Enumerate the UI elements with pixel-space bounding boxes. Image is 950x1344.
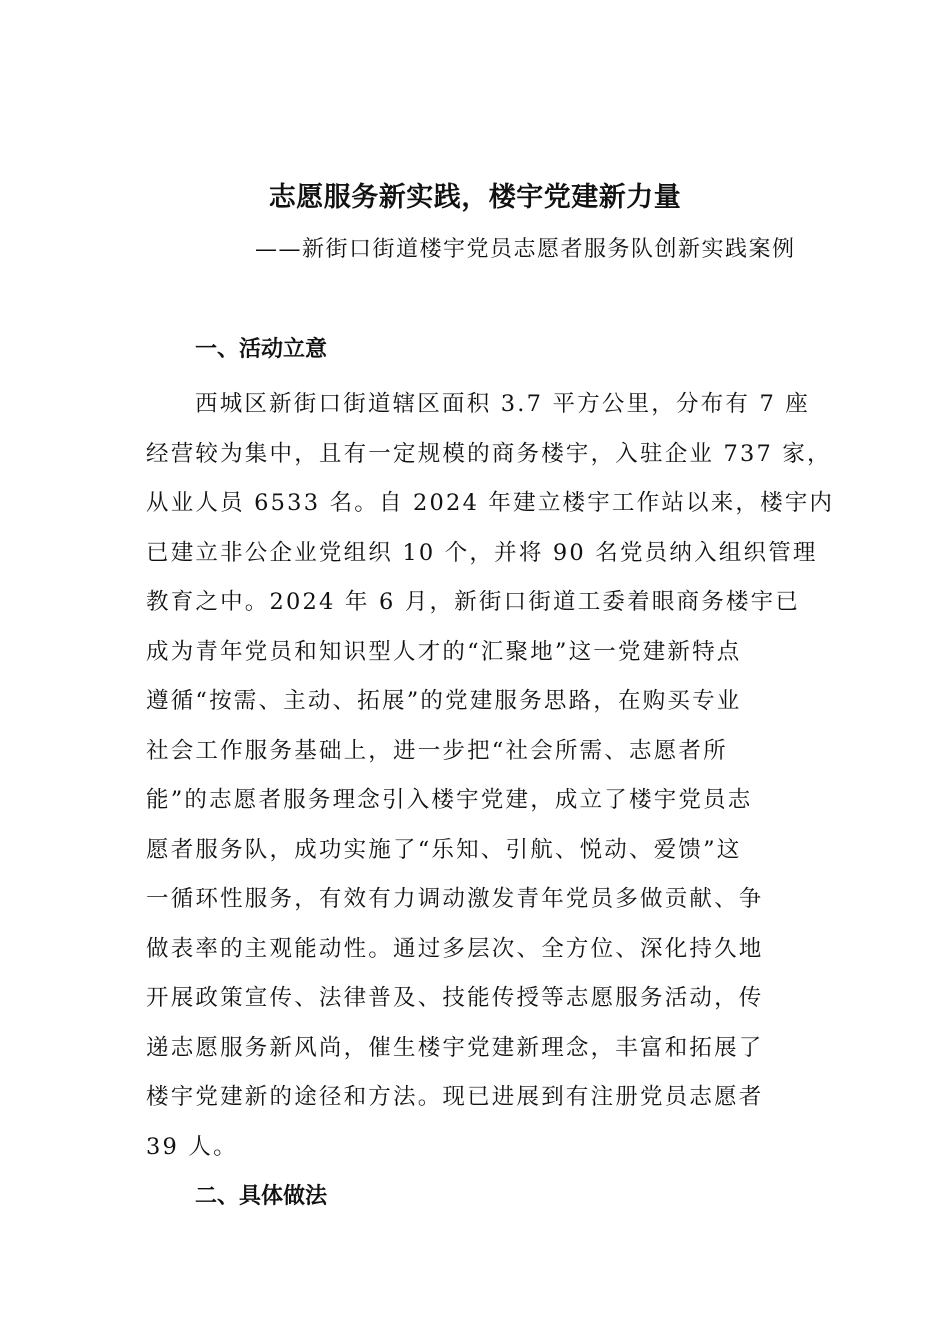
paragraph-line: 西城区新街口街道辖区面积 3.7 平方公里，分布有 7 座 xyxy=(195,391,811,417)
section-body-activity-purpose xyxy=(146,380,835,1172)
section-heading-specific-practices: 二、具体做法 xyxy=(195,1184,328,1209)
paragraph-line: 39 人。 xyxy=(146,1133,238,1160)
paragraph-line: 遵循“按需、主动、拓展”的党建服务思路，在购买专业 xyxy=(146,688,742,714)
document-subtitle: ——新街口街道楼宇党员志愿者服务队创新实践案例 xyxy=(255,237,796,262)
paragraph-line: 楼宇党建新的途径和方法。现已进展到有注册党员志愿者 xyxy=(146,1084,764,1110)
paragraph-line: 教育之中。2024 年 6 月，新街口街道工委着眼商务楼宇已 xyxy=(146,589,801,615)
section-heading-activity-purpose: 一、活动立意 xyxy=(195,337,328,362)
paragraph-line: 能”的志愿者服务理念引入楼宇党建，成立了楼宇党员志 xyxy=(146,787,753,813)
paragraph-line: 愿者服务队，成功实施了“乐知、引航、悦动、爱馈”这 xyxy=(146,836,742,863)
paragraph-line: 经营较为集中，且有一定规模的商务楼宇，入驻企业 737 家， xyxy=(146,440,832,467)
paragraph-line: 递志愿服务新风尚，催生楼宇党建新理念，丰富和拓展了 xyxy=(146,1034,764,1061)
paragraph-line: 成为青年党员和知识型人才的“汇聚地”这一党建新特点 xyxy=(146,638,742,665)
paragraph-line: 开展政策宣传、法律普及、技能传授等志愿服务活动，传 xyxy=(146,985,764,1011)
paragraph-line: 做表率的主观能动性。通过多层次、全方位、深化持久地 xyxy=(146,935,764,962)
paragraph-line: 已建立非公企业党组织 10 个，并将 90 名党员纳入组织管理 xyxy=(146,539,818,566)
paragraph-line: 从业人员 6533 名。自 2024 年建立楼宇工作站以来，楼宇内 xyxy=(146,490,835,516)
paragraph-line: 社会工作服务基础上，进一步把“社会所需、志愿者所 xyxy=(146,737,728,764)
document-title: 志愿服务新实践，楼宇党建新力量 xyxy=(268,182,682,213)
paragraph-line: 一循环性服务，有效有力调动激发青年党员多做贡献、争 xyxy=(146,886,764,912)
